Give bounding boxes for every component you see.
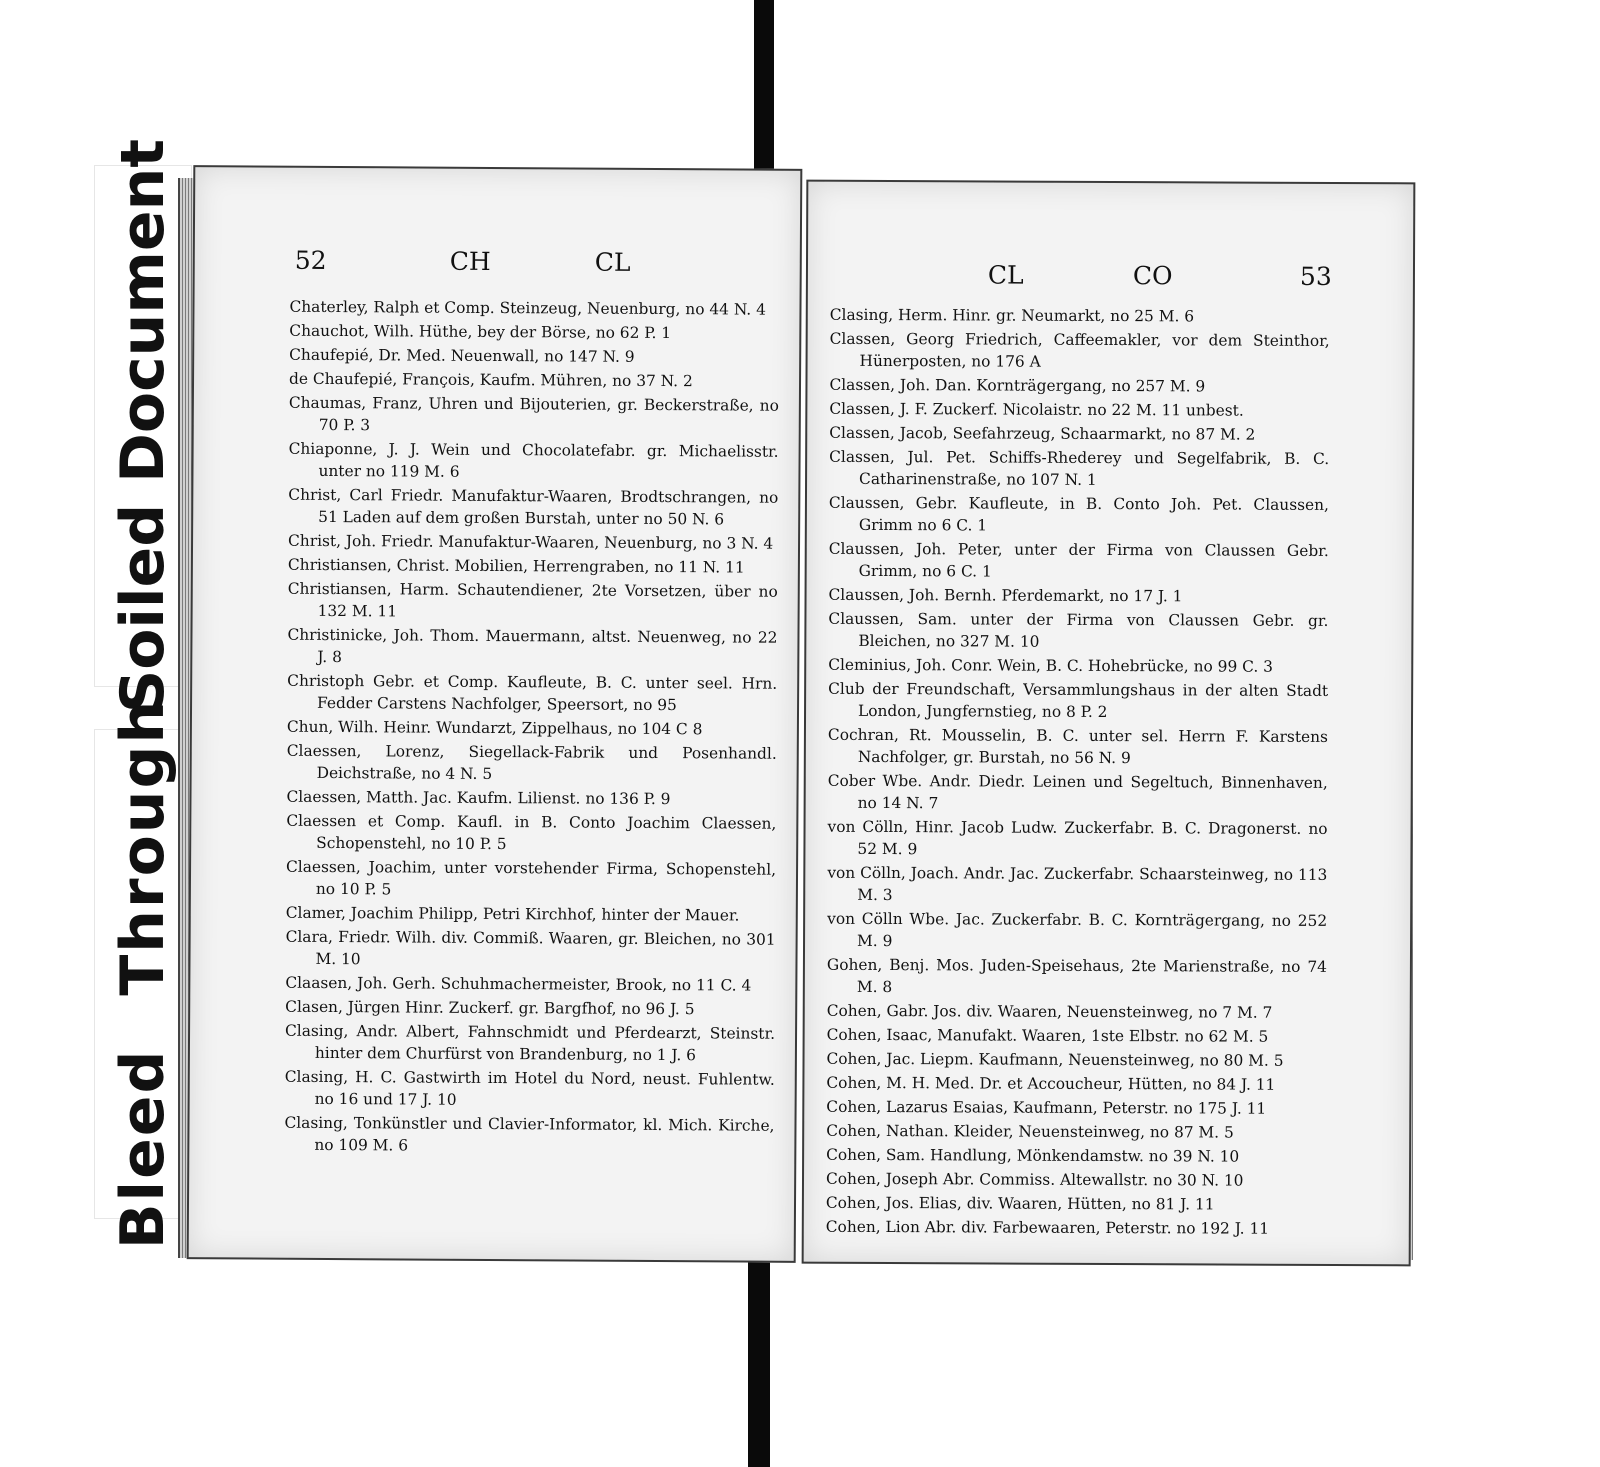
left-entry-list xyxy=(284,296,779,1161)
left-page xyxy=(187,165,803,1263)
directory-entry: Classen, Joh. Dan. Kornträgergang, no 257 M. 9 xyxy=(829,375,1206,396)
right-entry-list xyxy=(826,304,1330,1242)
directory-entry: Clasing, Andr. Albert, Fahnschmidt und Pferdearzt, Steinstr. hinter dem Churfürst von Brandenburg, no 1 J. 6 xyxy=(285,1021,776,1065)
directory-entry: von Cölln, Joach. Andr. Jac. Zuckerfabr. Schaarsteinweg, no 113 M. 3 xyxy=(827,863,1328,905)
spine-strip-bottom xyxy=(748,1252,770,1467)
directory-entry: Chiaponne, J. J. Wein und Chocolatefabr. gr. Michaelisstr. unter no 119 M. 6 xyxy=(288,439,779,481)
bleed-through-label xyxy=(95,698,191,1250)
right-page xyxy=(802,180,1416,1267)
directory-entry: Cohen, Lion Abr. div. Farbewaaren, Peterstr. no 192 J. 11 xyxy=(825,1217,1270,1238)
directory-entry: Classen, Georg Friedrich, Caffeemakler, vor dem Steinthor, Hünerposten, no 176 A xyxy=(829,329,1330,371)
directory-entry: Chaumas, Franz, Uhren und Bijouterien, gr. Beckerstraße, no 70 P. 3 xyxy=(288,393,779,435)
directory-entry: Claussen, Joh. Bernh. Pferdemarkt, no 17 J. 1 xyxy=(828,585,1183,606)
directory-entry: Cohen, Nathan. Kleider, Neuensteinweg, no 87 M. 5 xyxy=(826,1121,1234,1142)
running-head-end: CO xyxy=(1132,261,1173,291)
directory-entry: Christoph Gebr. et Comp. Kaufleute, B. C. unter seel. Hrn. Fedder Carstens Nachfolger, Speersort, no 95 xyxy=(287,671,778,715)
directory-entry: Claussen, Joh. Peter, unter der Firma von Claussen Gebr. Grimm, no 6 C. 1 xyxy=(828,539,1329,581)
directory-entry: Chun, Wilh. Heinr. Wundarzt, Zippelhaus, no 104 C 8 xyxy=(286,717,703,739)
left-page-header xyxy=(195,245,800,289)
right-page-header xyxy=(808,260,1413,303)
directory-entry: Christiansen, Harm. Schautendiener, 2te Vorsetzen, über no 132 M. 11 xyxy=(287,579,778,621)
directory-entry: de Chaufepié, François, Kaufm. Mühren, no 37 N. 2 xyxy=(288,369,693,391)
running-head-start: CH xyxy=(449,246,491,276)
directory-entry: Chaufepié, Dr. Med. Neuenwall, no 147 N. 9 xyxy=(289,345,635,366)
directory-entry: Clamer, Joachim Philipp, Petri Kirchhof, hinter der Mauer. xyxy=(285,903,740,925)
directory-entry: Claussen, Gebr. Kaufleute, in B. Conto Joh. Pet. Claussen, Grimm no 6 C. 1 xyxy=(828,493,1329,535)
running-head-end: CL xyxy=(594,247,631,277)
directory-entry: Christinicke, Joh. Thom. Mauermann, altst. Neuenweg, no 22 J. 8 xyxy=(287,625,778,667)
directory-entry: Classen, Jul. Pet. Schiffs-Rhederey und Segelfabrik, B. C. Catharinenstraße, no 107 N. 1 xyxy=(829,447,1330,489)
directory-entry: Cohen, M. H. Med. Dr. et Accoucheur, Hütten, no 84 J. 11 xyxy=(826,1073,1276,1094)
directory-entry: Christ, Carl Friedr. Manufaktur-Waaren, Brodtschrangen, no 51 Laden auf dem großen Burstah, unter no 50 N. 6 xyxy=(288,485,779,529)
directory-entry: Cohen, Sam. Handlung, Mönkendamstw. no 39 N. 10 xyxy=(826,1145,1240,1166)
page-number: 52 xyxy=(294,245,327,275)
directory-entry: Clasen, Jürgen Hinr. Zuckerf. gr. Bargfhof, no 96 J. 5 xyxy=(285,997,695,1019)
directory-entry: Chaterley, Ralph et Comp. Steinzeug, Neuenburg, no 44 N. 4 xyxy=(289,297,766,319)
directory-entry: Cohen, Jos. Elias, div. Waaren, Hütten, no 81 J. 11 xyxy=(825,1193,1215,1214)
soiled-document-text: Soiled Document xyxy=(108,138,178,714)
directory-entry: Cochran, Rt. Mousselin, B. C. unter sel. Herrn F. Karstens Nachfolger, gr. Burstah, no 56 N. 9 xyxy=(827,725,1328,768)
directory-entry: Claessen, Joachim, unter vorstehender Firma, Schopenstehl, no 10 P. 5 xyxy=(286,857,777,899)
page-number: 53 xyxy=(1299,261,1332,291)
directory-entry: Cohen, Jac. Liepm. Kaufmann, Neuensteinweg, no 80 M. 5 xyxy=(826,1049,1284,1070)
bleed-through-text: Bleed Through xyxy=(108,698,178,1250)
soiled-document-label xyxy=(95,138,191,714)
directory-entry: Gohen, Benj. Mos. Juden-Speisehaus, 2te Marienstraße, no 74 M. 8 xyxy=(826,955,1327,997)
directory-entry: Claessen et Comp. Kaufl. in B. Conto Joachim Claessen, Schopenstehl, no 10 P. 5 xyxy=(286,811,777,854)
directory-entry: Clara, Friedr. Wilh. div. Commiß. Waaren, gr. Bleichen, no 301 M. 10 xyxy=(285,927,776,969)
directory-entry: Club der Freundschaft, Versammlungshaus in der alten Stadt London, Jungfernstieg, no 8 P. 2 xyxy=(828,679,1329,721)
directory-entry: Christiansen, Christ. Mobilien, Herrengraben, no 11 N. 11 xyxy=(287,555,745,577)
directory-entry: Cohen, Joseph Abr. Commiss. Altewallstr. no 30 N. 10 xyxy=(825,1169,1244,1190)
directory-entry: Classen, Jacob, Seefahrzeug, Schaarmarkt, no 87 M. 2 xyxy=(829,423,1256,444)
directory-entry: Cleminius, Joh. Conr. Wein, B. C. Hohebrücke, no 99 C. 3 xyxy=(828,655,1273,676)
directory-entry: von Cölln, Hinr. Jacob Ludw. Zuckerfabr. B. C. Dragonerst. no 52 M. 9 xyxy=(827,817,1328,859)
directory-entry: Chauchot, Wilh. Hüthe, bey der Börse, no 62 P. 1 xyxy=(289,321,672,343)
directory-entry: Claasen, Joh. Gerh. Schuhmachermeister, Brook, no 11 C. 4 xyxy=(285,973,752,995)
directory-entry: Cohen, Gabr. Jos. div. Waaren, Neuensteinweg, no 7 M. 7 xyxy=(826,1001,1273,1022)
directory-entry: Cober Wbe. Andr. Diedr. Leinen und Segeltuch, Binnenhaven, no 14 N. 7 xyxy=(827,771,1328,813)
running-head-start: CL xyxy=(987,260,1024,290)
directory-entry: Cohen, Lazarus Esaias, Kaufmann, Peterstr. no 175 J. 11 xyxy=(826,1097,1267,1118)
directory-entry: von Cölln Wbe. Jac. Zuckerfabr. B. C. Kornträgergang, no 252 M. 9 xyxy=(827,909,1328,951)
directory-entry: Claessen, Matth. Jac. Kaufm. Lilienst. no 136 P. 9 xyxy=(286,787,671,809)
directory-entry: Clasing, Herm. Hinr. gr. Neumarkt, no 25 M. 6 xyxy=(829,305,1195,326)
directory-entry: Clasing, H. C. Gastwirth im Hotel du Nord, neust. Fuhlentw. no 16 und 17 J. 10 xyxy=(284,1067,775,1109)
directory-entry: Christ, Joh. Friedr. Manufaktur-Waaren, Neuenburg, no 3 N. 4 xyxy=(287,531,774,553)
spine-strip-top xyxy=(754,0,774,186)
directory-entry: Cohen, Isaac, Manufakt. Waaren, 1ste Elbstr. no 62 M. 5 xyxy=(826,1025,1269,1046)
directory-entry: Classen, J. F. Zuckerf. Nicolaistr. no 22 M. 11 unbest. xyxy=(829,399,1244,420)
directory-entry: Claussen, Sam. unter der Firma von Claussen Gebr. gr. Bleichen, no 327 M. 10 xyxy=(828,609,1329,651)
directory-entry: Clasing, Tonkünstler und Clavier-Informator, kl. Mich. Kirche, no 109 M. 6 xyxy=(284,1113,775,1155)
directory-entry: Claessen, Lorenz, Siegellack-Fabrik und Posenhandl. Deichstraße, no 4 N. 5 xyxy=(286,741,777,783)
